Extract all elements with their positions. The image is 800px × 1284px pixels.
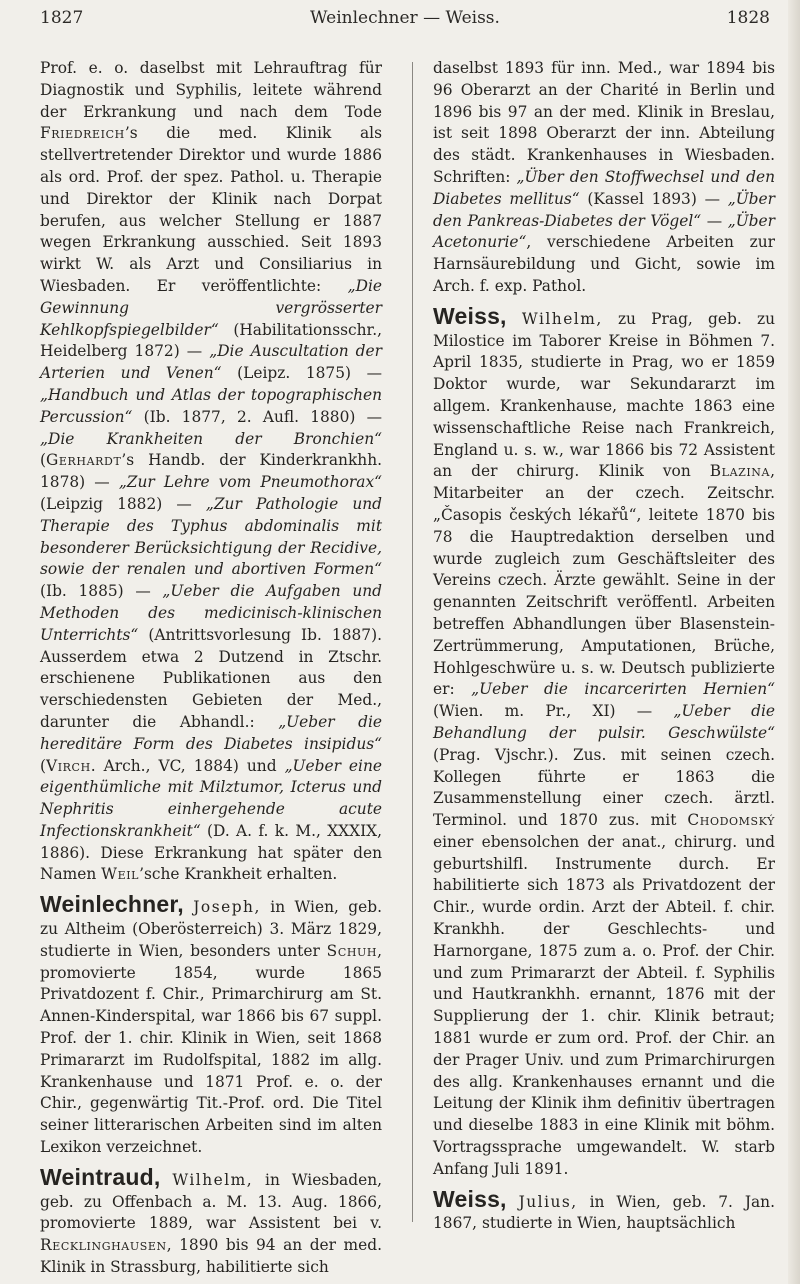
entry-weiss-wilhelm: Weiss, Wilhelm, zu Prag, geb. zu Milostice im Taborer Kreise in Böhmen 7. April 1835, studierte in Prag, wo er 1859 Doktor wurde, war Sekundararzt im allgem. Krankenhause, machte 1863 eine wissenschaftliche Reise nach Frankreich, England u. s. w., war 1866 bis 72 Assistent an der chirurg. Klinik von Blazina, Mitarbeiter an der czech. Zeitschr. „Časopis českých lékařů“, leitete 1870 bis 78 die Hauptredaktion derselben und wurde zugleich zum Geschäftsleiter des Vereins czech. Ärzte gewählt. Seine in der genannten Zeitschrift veröffentl. Arbeiten betreffen Abhandlungen über Blasenstein-Zertrümmerung, Amputationen, Brüche, Hohlgeschwüre u. s. w. Deutsch publizierte er: „Ueber die incarcerirten Hernien“ (Wien. m. Pr., XI) — „Ueber die Behandlung der pulsir. Geschwülste“ (Prag. Vjschr.). Zus. mit seinen czech. Kollegen führte er 1863 die Zusammenstellung einer czech. ärztl. Terminol. und 1870 zus. mit Chodomský einer ebensolchen der anat., chirurg. und geburtshilfl. Instrumente durch. Er habilitierte sich 1873 als Privatdozent der Chir., wurde ordin. Arzt der Abteil. f. chir. Krankhh. der Geschlechts- und Harnorgane, 1875 zum a. o. Prof. der Chir. und zum Primararzt der Abteil. f. Syphilis und Hautkrankhh. ernannt, 1876 mit der Supplierung der 1. chir. Klinik betraut; 1881 wurde er zum ord. Prof. der Chir. an der Prager Univ. und zum Primarchirurgen des allg. Krankenhauses ernannt und die Leitung der Klinik ihm definitiv übertragen und dieselbe 1883 in eine Klinik mit böhm. Vortragssprache umgewandelt. W. starb Anfang Juli 1891. — [433, 302, 775, 1178]
page-number-right: 1828 — [726, 8, 770, 28]
page-number-left: 1827 — [40, 8, 84, 28]
entry-continuation-weil: Prof. e. o. daselbst mit Lehrauftrag für Diagnostik und Syphilis, leitete während der Erkrankung und nach dem Tode Friedreich’s die med. Klinik als stellvertretender Direktor und wurde 1886 als ord. Prof. der spez. Pathol. u. Therapie und Direktor der Klinik nach Dorpat berufen, aus welcher Stellung er 1887 wegen Erkrankung ausschied. Seit 1893 wirkt W. als Arzt und Consiliarius in Wiesbaden. Er veröffentlichte: „Die Gewinnung vergrösserter Kehlkopfspiegelbilder“ (Habilitationsschr., Heidelberg 1872) — „Die Auscultation der Arterien und Venen“ (Leipz. 1875) — „Handbuch und Atlas der topographischen Percussion“ (Ib. 1877, 2. Aufl. 1880) — „Die Krankheiten der Bronchien“ (Gerhardt’s Handb. der Kinderkrankhh. 1878) — „Zur Lehre vom Pneumothorax“ (Leipzig 1882) — „Zur Pathologie und Therapie des Typhus abdominalis mit besonderer Berücksichtigung der Recidive, sowie der renalen und abortiven Formen“ (Ib. 1885) — „Ueber die Aufgaben und Methoden des medicinisch-klinischen Unterrichts“ (Antrittsvorlesung Ib. 1887). Ausserdem etwa 2 Dutzend in Ztschr. erschienene Publikationen aus den verschiedensten Gebieten der Med., darunter die Abhandl.: „Ueber die hereditäre Form des Diabetes insipidus“ (Virch. Arch., VC, 1884) und „Ueber eine eigenthümliche mit Milztumor, Icterus und Nephritis einhergehende acute Infectionskrankheit“ (D. A. f. k. M., XXXIX, 1886). Diese Erkrankung hat später den Namen Weil’sche Krankheit erhalten. — [40, 59, 382, 884]
entry-weinlechner: Weinlechner, Joseph, in Wien, geb. zu Altheim (Oberösterreich) 3. März 1829, studierte in Wien, besonders unter Schuh, promovierte 1854, wurde 1865 Privatdozent f. Chir., Primarchirurg am St. Annen-Kinderspital, war 1866 bis 67 suppl. Prof. der 1. chir. Klinik in Wien, seit 1868 Primararzt im Rudolfspital, 1882 im allg. Krankenhause und 1871 Prof. e. o. der Chir., gegenwärtig Tit.-Prof. ord. Die Titel seiner litterarischen Arbeiten sind im alten Lexikon verzeichnet. — [40, 891, 382, 1157]
entry-headword: Weintraud, — [40, 1163, 161, 1190]
entry-headword: Weiss, — [433, 1185, 507, 1212]
running-title: Weinlechner — Weiss. — [310, 8, 500, 28]
entry-continuation-weintraud: daselbst 1893 für inn. Med., war 1894 bis 96 Oberarzt an der Charité in Berlin und 1896 bis 97 an der med. Klinik in Breslau, ist seit 1898 Oberarzt der inn. Abteilung des städt. Krankenhauses in Wiesbaden. Schriften: „Über den Stoffwechsel und den Diabetes mellitus“ (Kassel 1893) — „Über den Pankreas-Diabetes der Vögel“ — „Über Acetonurie“, verschiedene Arbeiten zur Harnsäurebildung und Gicht, sowie im Arch. f. exp. Pathol. — [433, 59, 775, 295]
right-column — [433, 58, 775, 1235]
column-divider — [412, 62, 413, 1222]
entry-headword: Weiss, — [433, 302, 507, 329]
left-column — [40, 58, 382, 1279]
entry-weintraud: Weintraud, Wilhelm, in Wiesbaden, geb. zu Offenbach a. M. 13. Aug. 1866, promovierte 1889, war Assistent bei v. Recklinghausen, 1890 bis 94 an der med. Klinik in Strassburg, habilitierte sich — [40, 1163, 382, 1277]
entry-headword: Weinlechner, — [40, 891, 184, 918]
entry-weiss-julius: Weiss, Julius, in Wien, geb. 7. Jan. 1867, studierte in Wien, hauptsächlich — [433, 1185, 775, 1233]
page-edge-shadow — [788, 0, 800, 1284]
running-header — [40, 8, 770, 38]
